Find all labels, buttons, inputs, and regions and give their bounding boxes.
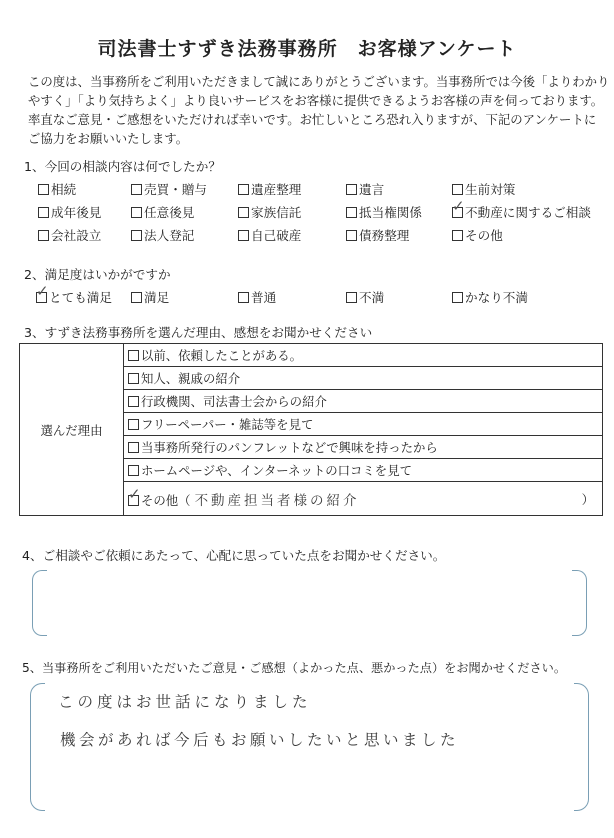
reason-cell[interactable]: [124, 459, 603, 482]
checkbox-option[interactable]: [238, 225, 301, 244]
reason-label: ホームページや、インターネットの口コミを見て: [141, 463, 412, 478]
intro-line: 率直なご意見・ご感想をいただければ幸いです。お忙しいところ恐れ入りますが、下記のアンケートに: [28, 112, 597, 127]
checkbox-box[interactable]: [238, 292, 249, 303]
checkbox-box[interactable]: [346, 207, 357, 218]
answer-5-right-bracket: [574, 683, 589, 811]
checkbox-option[interactable]: [452, 287, 528, 306]
checkbox-label: 遺産整理: [251, 182, 302, 197]
intro-line: ご協力をお願いいたします。: [28, 131, 189, 146]
reason-label: 行政機関、司法書士会からの紹介: [141, 394, 327, 409]
reason-row: [20, 344, 603, 367]
checkbox-label: 法人登記: [144, 228, 195, 243]
other-reason-close-paren: ）: [581, 492, 594, 507]
checkbox-option[interactable]: [131, 202, 194, 221]
question-3-label: 3、すずき法務事務所を選んだ理由、感想をお聞かせください: [24, 325, 373, 340]
reason-row-label: 選んだ理由: [20, 344, 124, 516]
checkbox-option[interactable]: [346, 287, 384, 306]
checkbox-label: 会社設立: [51, 228, 102, 243]
checkbox-label: 普通: [251, 290, 277, 305]
checkbox-label: 債務整理: [359, 228, 410, 243]
question-2-label: 2、満足度はいかがですか: [24, 267, 171, 282]
reason-cell[interactable]: [124, 390, 603, 413]
answer-5-line-2: 機会があれば今后もお願いしたいと思いました: [60, 731, 460, 749]
intro-line: やすく」「より気持ちよく」より良いサービスをお客様に提供できるようお客様の声を伺っております。: [28, 93, 604, 108]
checkbox-box[interactable]: [346, 184, 357, 195]
checkmark-icon: ✓: [452, 197, 465, 215]
checkbox-box[interactable]: [131, 184, 142, 195]
checkbox-box[interactable]: [38, 184, 49, 195]
page-title: 司法書士すずき法務事務所 お客様アンケート: [97, 38, 517, 60]
checkbox-option[interactable]: [346, 225, 409, 244]
checkbox-option[interactable]: [131, 225, 194, 244]
checkbox-box[interactable]: [452, 197, 465, 218]
checkbox-box[interactable]: [128, 419, 139, 430]
checkbox-box[interactable]: [128, 442, 139, 453]
reason-label: 以前、依頼したことがある。: [141, 348, 303, 363]
checkbox-label: 遺言: [359, 182, 385, 197]
checkbox-label: 不満: [359, 290, 385, 305]
question-5-label: 5、当事務所をご利用いただいたご意見・ご感想（よかった点、悪かった点）をお聞かせください。: [22, 661, 567, 675]
checkbox-label: 売買・贈与: [144, 182, 207, 197]
checkbox-option[interactable]: [36, 282, 112, 306]
reason-label: 当事務所発行のパンフレットなどで興味を持ったから: [141, 440, 438, 455]
checkbox-option[interactable]: [38, 225, 101, 244]
answer-4-left-bracket: [32, 570, 47, 636]
checkbox-box[interactable]: [452, 184, 463, 195]
checkbox-label: かなり不満: [465, 290, 528, 305]
checkbox-label: その他: [465, 228, 503, 243]
checkbox-option[interactable]: [346, 179, 384, 198]
reason-cell[interactable]: [124, 482, 603, 516]
checkbox-label: 自己破産: [251, 228, 302, 243]
reason-cell[interactable]: [124, 344, 603, 367]
checkbox-box[interactable]: [36, 282, 49, 303]
answer-4-right-bracket: [572, 570, 587, 636]
checkbox-option[interactable]: [452, 179, 515, 198]
checkbox-option[interactable]: [238, 287, 276, 306]
checkbox-option[interactable]: [346, 202, 422, 221]
intro-text: [28, 72, 610, 148]
checkbox-box[interactable]: [238, 207, 249, 218]
checkbox-box[interactable]: [452, 230, 463, 241]
checkbox-option[interactable]: [452, 225, 503, 244]
checkbox-option[interactable]: [38, 202, 101, 221]
checkbox-box[interactable]: [131, 292, 142, 303]
checkbox-box[interactable]: [128, 396, 139, 407]
checkbox-label: 成年後見: [51, 205, 102, 220]
checkbox-box[interactable]: [131, 230, 142, 241]
checkbox-option[interactable]: [452, 197, 591, 221]
reason-label: その他（: [141, 492, 191, 508]
checkbox-option[interactable]: [238, 179, 301, 198]
question-4-label: 4、ご相談やご依頼にあたって、心配に思っていた点をお聞かせください。: [22, 548, 446, 563]
checkbox-label: とても満足: [49, 290, 112, 305]
checkbox-option[interactable]: [131, 287, 169, 306]
reason-cell[interactable]: [124, 367, 603, 390]
reasons-table: [19, 343, 603, 516]
checkbox-box[interactable]: [128, 373, 139, 384]
answer-5-left-bracket: [30, 683, 45, 811]
intro-line: この度は、当事務所をご利用いただきまして誠にありがとうございます。当事務所では今後「よりわかり: [28, 74, 610, 89]
checkbox-label: 生前対策: [465, 182, 516, 197]
checkbox-label: 家族信託: [251, 205, 302, 220]
checkmark-icon: ✓: [36, 282, 49, 300]
checkbox-box[interactable]: [128, 484, 141, 506]
reason-cell[interactable]: [124, 436, 603, 459]
checkbox-option[interactable]: [38, 179, 76, 198]
checkbox-label: 抵当権関係: [359, 205, 422, 220]
checkbox-box[interactable]: [128, 465, 139, 476]
reason-label: フリーペーパー・雑誌等を見て: [141, 417, 314, 432]
checkbox-label: 任意後見: [144, 205, 195, 220]
checkbox-option[interactable]: [131, 179, 207, 198]
checkbox-box[interactable]: [238, 184, 249, 195]
checkbox-box[interactable]: [131, 207, 142, 218]
checkbox-label: 満足: [144, 290, 170, 305]
checkbox-box[interactable]: [38, 207, 49, 218]
answer-4-field[interactable]: [50, 575, 568, 630]
reason-cell[interactable]: [124, 413, 603, 436]
checkbox-box[interactable]: [452, 292, 463, 303]
question-1-label: 1、今回の相談内容は何でしたか？: [24, 159, 221, 174]
other-reason-handwritten[interactable]: 不動産担当者様の紹介: [194, 492, 360, 509]
checkbox-box[interactable]: [128, 350, 139, 361]
checkbox-label: 不動産に関するご相談: [465, 205, 591, 220]
checkbox-option[interactable]: [238, 202, 301, 221]
answer-5-line-1: この度はお世話になりました: [58, 693, 312, 711]
checkbox-box[interactable]: [346, 292, 357, 303]
checkbox-label: 相続: [51, 182, 77, 197]
checkbox-box[interactable]: [346, 230, 357, 241]
checkbox-box[interactable]: [238, 230, 249, 241]
reason-label: 知人、親戚の紹介: [141, 371, 241, 386]
checkbox-box[interactable]: [38, 230, 49, 241]
checkmark-icon: ✓: [128, 484, 141, 503]
